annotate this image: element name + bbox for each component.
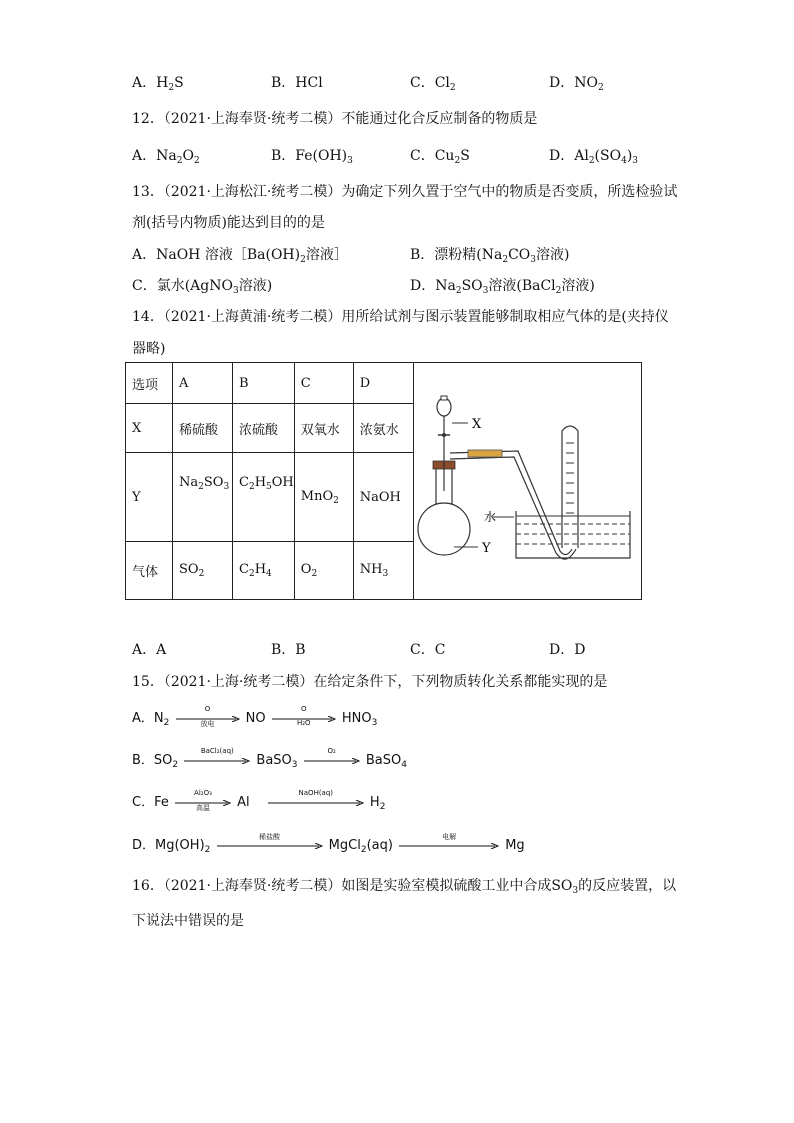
q16-stem-line2: 下说法中错误的是 [132,913,244,929]
table-cell: $Na_2SO_3$ [173,453,233,542]
table-cell: C [294,363,353,404]
q14-table [125,362,642,600]
q12-stem: 12．（2021·上海奉贤·统考二模）不能通过化合反应制备的物质是 [132,111,538,127]
table-cell: Y [126,453,173,542]
q13-option-b: B．漂粉精($Na_2CO_3$溶液) [410,247,570,265]
table-cell: 气体 [126,542,173,600]
table-cell: 稀硫酸 [173,404,233,453]
q14-option-b: B．B [271,642,306,658]
q13-option-a: A．NaOH 溶液$[Ba(OH)_2$溶液］ [132,247,348,265]
table-cell: $C_2H_4$ [233,542,295,600]
q15-option-a: A．$N_2$ O 放电 NO O H₂O $HNO_3$ [132,704,378,728]
q16-stem-line1: 16．（2021·上海奉贤·统考二模）如图是实验室模拟硫酸工业中合成$SO_3$的反应装置，以 [132,878,677,896]
q13-stem-line1: 13．（2021·上海松江·统考二模）为确定下列久置于空气中的物质是否变质，所选检验试 [132,184,678,200]
table-cell: 双氧水 [294,404,353,453]
table-cell: $SO_2$ [173,542,233,600]
q11-option-c: C．$Cl_2$ [410,75,456,93]
table-cell: $NH_3$ [353,542,413,600]
label-y: Y [481,541,491,556]
q13-stem-line2: 剂(括号内物质)能达到目的的是 [132,215,325,231]
reaction-arrow: O 放电 [176,716,240,722]
q12-option-c: C．$Cu_2S$ [410,148,470,166]
table-cell: A [173,363,233,404]
reaction-arrow: 稀盐酸 [217,843,323,849]
q14-option-c: C．C [410,642,446,658]
q15-option-d: D．$Mg(OH)_2$ 稀盐酸 MgCl$_2$(aq) 电解 Mg [132,832,525,855]
q11-option-b: B．HCl [271,75,323,91]
table-cell: $C_2H_5OH$ [233,453,295,542]
q12-option-d: D．$Al_2(SO_4)_3$ [549,148,639,166]
table-cell: $O_2$ [294,542,353,600]
q13-option-c: C．氯水(AgNO$_3$溶液) [132,278,273,296]
table-row-header [126,363,642,404]
q14-option-d: D．D [549,642,586,658]
q14-stem-line2: 器略) [132,341,166,357]
q11-option-a: A．$H_2S$ [132,75,184,93]
table-cell: NaOH [353,453,413,542]
table-cell: MnO$_2$ [294,453,353,542]
q15-option-c: C．Fe Al₂O₃ 高温 Al NaOH(aq) $H_2$ [132,788,386,812]
reaction-arrow: Al₂O₃ 高温 [175,800,231,806]
q12-option-b: B．$Fe(OH)_3$ [271,148,353,166]
table-cell: B [233,363,295,404]
table-cell: 选项 [126,363,173,404]
table-cell: 浓氨水 [353,404,413,453]
q13-option-d: D．$Na_2SO_3$溶液(BaCl$_2$溶液) [410,278,595,296]
label-water: 水 [483,510,496,524]
reaction-arrow: O₂ [304,758,360,764]
q15-option-b: B．$SO_2$ BaCl₂(aq) BaSO$_3$ O₂ BaSO$_4$ [132,746,407,770]
q15-stem: 15．（2021·上海·统考二模）在给定条件下，下列物质转化关系都能实现的是 [132,674,608,690]
q12-option-a: A．$Na_2O_2$ [132,148,200,166]
reaction-arrow: O H₂O [272,716,336,722]
reaction-arrow: 电解 [399,843,499,849]
apparatus-diagram-cell [413,363,641,600]
apparatus-diagram [414,363,641,599]
q11-option-d: D．$NO_2$ [549,75,604,93]
table-cell: 浓硫酸 [233,404,295,453]
q14-option-a: A．A [132,642,167,658]
reaction-arrow: BaCl₂(aq) [184,758,250,764]
table-cell: X [126,404,173,453]
label-x: X [471,417,482,432]
q14-stem-line1: 14．（2021·上海黄浦·统考二模）用所给试剂与图示装置能够制取相应气体的是(夹持仪 [132,309,669,325]
reaction-arrow: NaOH(aq) [268,800,364,806]
table-cell: D [353,363,413,404]
